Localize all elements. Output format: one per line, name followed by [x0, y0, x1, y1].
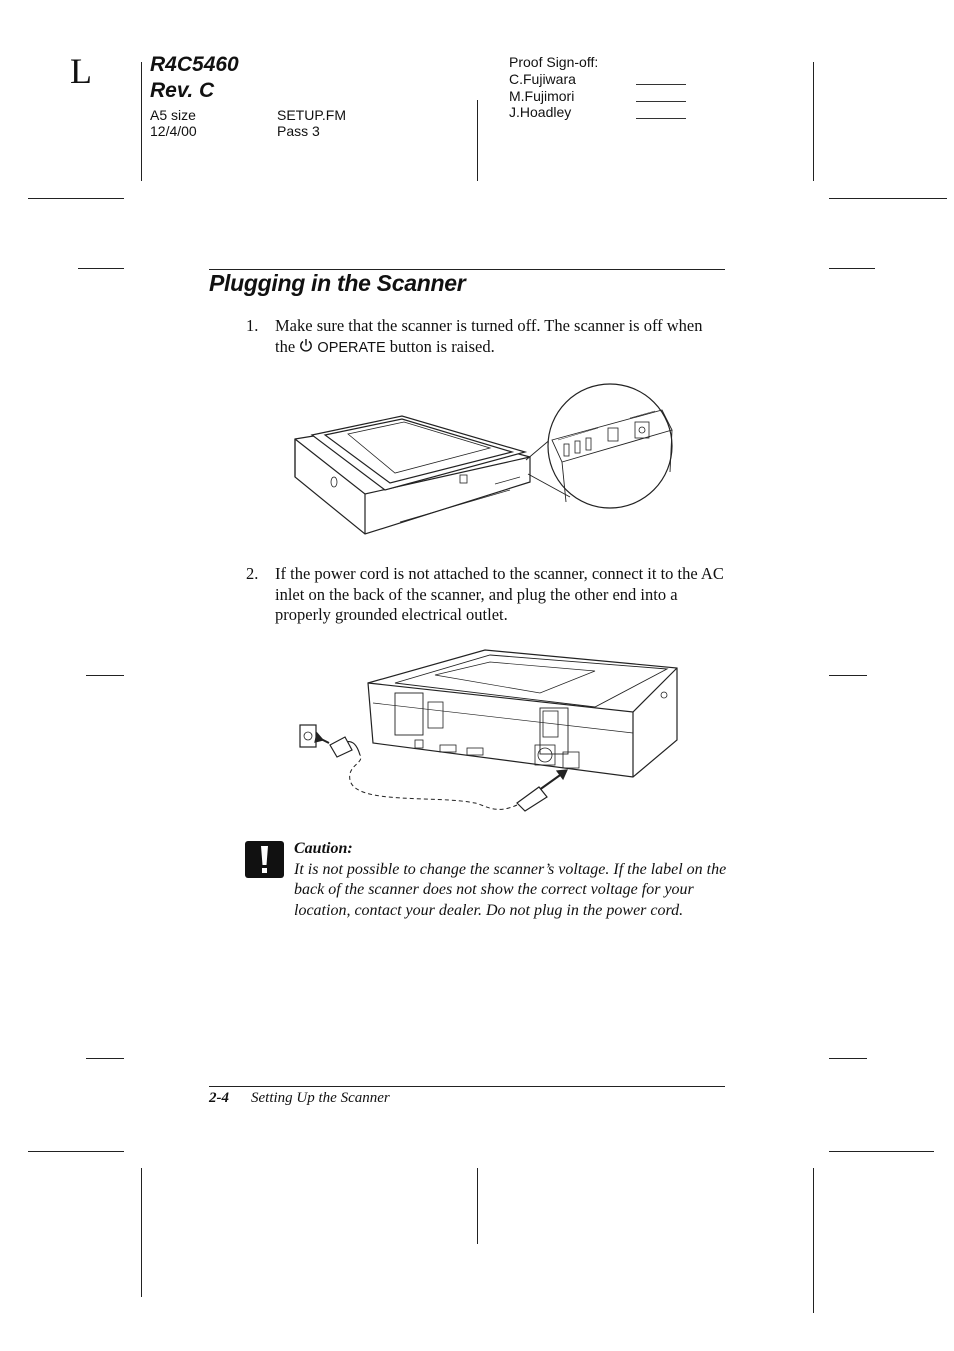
step-2: [246, 564, 736, 626]
crop-mark: [829, 675, 867, 676]
crop-mark: [78, 268, 124, 269]
crop-mark: [141, 1168, 142, 1297]
exclamation-icon: [245, 841, 284, 878]
file-name: SETUP.FM: [277, 107, 346, 123]
crop-mark: [477, 100, 478, 181]
operate-button-label: OPERATE: [317, 339, 386, 356]
section-title: Plugging in the Scanner: [209, 270, 466, 296]
step-1: [246, 316, 736, 358]
crop-mark: [28, 1151, 124, 1152]
signature-line: [636, 101, 686, 102]
model-number: [150, 52, 239, 104]
corner-letter: L: [70, 51, 92, 91]
caution-heading: Caution:: [294, 840, 353, 857]
scanner-front-illustration: [290, 382, 680, 537]
page-footer: [209, 1090, 390, 1107]
crop-mark: [813, 1168, 814, 1313]
caution-note: [294, 839, 734, 921]
signoff-name: J.Hoadley: [509, 104, 572, 121]
step-text: If the power cord is not attached to the scanner, connect it to the AC inlet on the back of the scanner, and plug the other end into a properly grounded electrical outlet.: [275, 564, 724, 624]
chapter-title: Setting Up the Scanner: [251, 1090, 390, 1106]
crop-mark: [28, 198, 124, 199]
crop-mark: [829, 1058, 867, 1059]
paper-size: A5 size: [150, 107, 196, 123]
step-number: 1.: [246, 316, 259, 335]
revision-line: Rev. C: [150, 79, 215, 102]
crop-mark: [829, 268, 875, 269]
power-icon: [299, 338, 313, 353]
crop-mark: [829, 198, 947, 199]
step-number: 2.: [246, 564, 259, 583]
crop-mark: [86, 675, 124, 676]
signoff-title: Proof Sign-off:: [509, 54, 599, 70]
crop-mark: [813, 62, 814, 181]
signature-line: [636, 118, 686, 119]
page-number: 2-4: [209, 1090, 229, 1106]
crop-mark: [86, 1058, 124, 1059]
crop-mark: [141, 62, 142, 181]
proof-signoff: [509, 54, 598, 121]
pass-number: Pass 3: [277, 123, 320, 139]
step-text: Make sure that the scanner is turned off. The scanner is off when the OPERATE button is raised.: [275, 316, 703, 356]
caution-body: It is not possible to change the scanner’s voltage. If the label on the back of the scanner does not show the correct voltage for your location, contact your dealer. Do not plug in the power cord.: [294, 860, 727, 919]
scanner-back-illustration: [295, 645, 685, 813]
doc-date: 12/4/00: [150, 123, 197, 139]
signature-line: [636, 84, 686, 85]
crop-mark: [477, 1168, 478, 1244]
footer-rule: [209, 1086, 725, 1087]
crop-mark: [829, 1151, 934, 1152]
signoff-name: M.Fujimori: [509, 87, 575, 104]
signoff-name: C.Fujiwara: [509, 70, 576, 87]
caution-icon: [245, 841, 284, 878]
model-line: R4C5460: [150, 53, 239, 76]
